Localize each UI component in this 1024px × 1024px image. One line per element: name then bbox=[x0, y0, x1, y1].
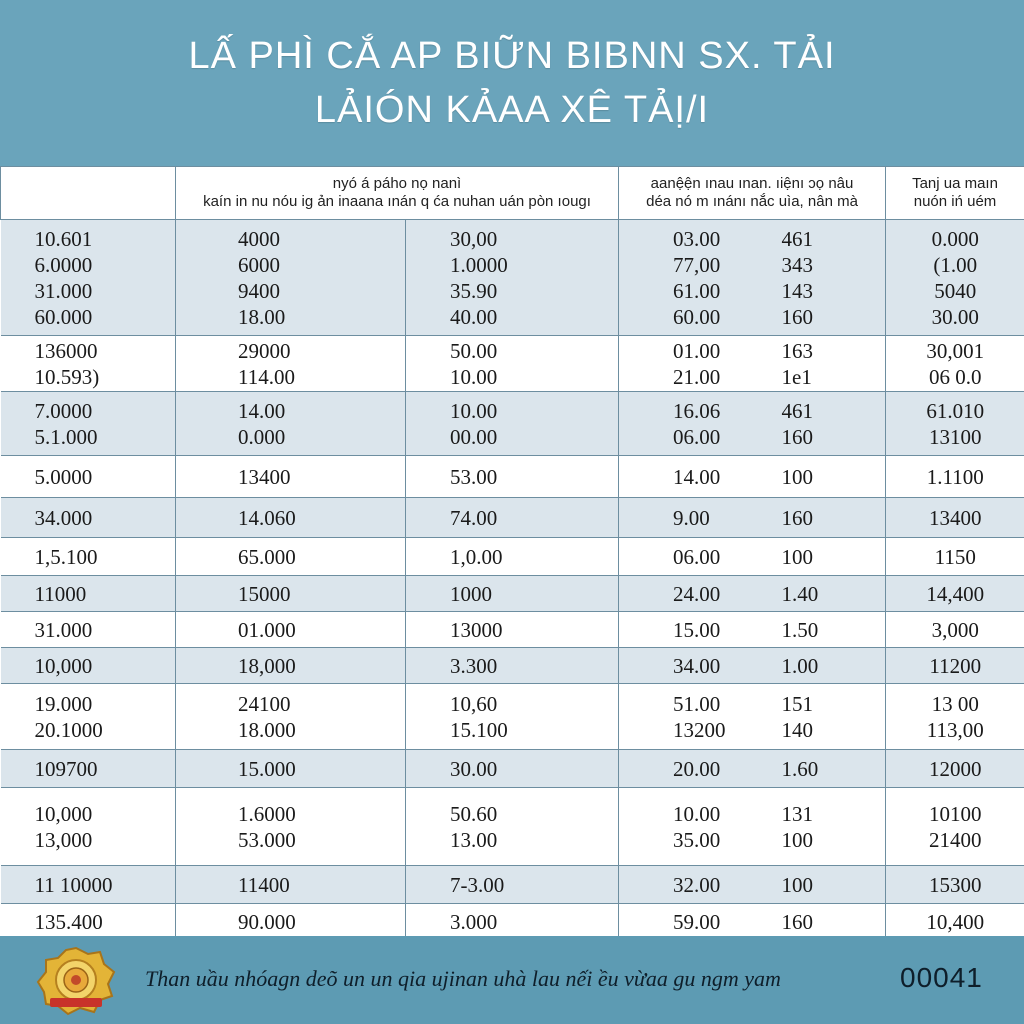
table-row bbox=[1, 866, 1024, 904]
table-cell-c3 bbox=[406, 648, 619, 684]
cell-value: 40.00 bbox=[450, 304, 498, 329]
table-cell-c6 bbox=[886, 498, 1024, 538]
cell-value: 32.00 bbox=[673, 872, 721, 897]
table-cell-c2 bbox=[176, 788, 406, 866]
cell-value: 14,400 bbox=[926, 581, 985, 606]
cell-value: 0.000 bbox=[238, 424, 286, 449]
cell-value: 10,000 bbox=[34, 653, 93, 678]
table-cell-c2 bbox=[176, 220, 406, 336]
table-cell-c2 bbox=[176, 336, 406, 392]
cell-value: 13100 bbox=[929, 424, 982, 449]
table-cell-c4 bbox=[619, 750, 774, 788]
cell-value: 21400 bbox=[929, 827, 982, 852]
table-cell-c2 bbox=[176, 648, 406, 684]
cell-value: 06 0.0 bbox=[929, 364, 982, 389]
table-cell-c5 bbox=[774, 866, 886, 904]
table-cell-c1 bbox=[1, 392, 176, 456]
cell-value: 13,000 bbox=[34, 827, 93, 852]
page-title: LẤ PHÌ CẮ AP BIỮN BIBNN SX. TẢI bbox=[188, 35, 836, 77]
table-cell-c2 bbox=[176, 498, 406, 538]
cell-value: 13200 bbox=[673, 717, 726, 742]
table-cell-c6 bbox=[886, 750, 1024, 788]
table-row bbox=[1, 750, 1024, 788]
cell-value: 24.00 bbox=[673, 581, 721, 606]
table-row bbox=[1, 648, 1024, 684]
cell-value: 74.00 bbox=[450, 505, 498, 530]
table-cell-c6 bbox=[886, 866, 1024, 904]
cell-value: 06.00 bbox=[673, 424, 721, 449]
table-row bbox=[1, 576, 1024, 612]
table-cell-c1 bbox=[1, 220, 176, 336]
cell-value: 20.00 bbox=[673, 756, 721, 781]
cell-value: 10,60 bbox=[450, 691, 498, 716]
column-header-3-sublabel: déa nó m ınánı nắc uìa, nân mà bbox=[646, 193, 858, 210]
table-cell-c2 bbox=[176, 684, 406, 750]
table-cell-c4 bbox=[619, 684, 774, 750]
table-cell-c2 bbox=[176, 392, 406, 456]
cell-value: 10100 bbox=[929, 801, 982, 826]
table-cell-c1 bbox=[1, 576, 176, 612]
table-cell-c6 bbox=[886, 612, 1024, 648]
table-cell-c2 bbox=[176, 612, 406, 648]
table-cell-c4 bbox=[619, 456, 774, 498]
cell-value: 90.000 bbox=[238, 909, 296, 934]
table-cell-c5 bbox=[774, 904, 886, 940]
cell-value: 136000 bbox=[34, 338, 98, 363]
cell-value: 60.000 bbox=[34, 304, 93, 329]
fee-table-container bbox=[0, 166, 1024, 936]
table-row bbox=[1, 612, 1024, 648]
cell-value: 100 bbox=[781, 544, 814, 569]
cell-value: 1e1 bbox=[781, 364, 812, 389]
cell-value: 6000 bbox=[238, 252, 280, 277]
cell-value: 160 bbox=[781, 505, 814, 530]
cell-value: 30,001 bbox=[926, 338, 985, 363]
table-cell-c3 bbox=[406, 576, 619, 612]
column-header-2-sublabel: kaín in nu nóu ig ản inaana ınán q ća nuhan uán pòn ıougı bbox=[203, 193, 591, 210]
cell-value: 1.60 bbox=[781, 756, 819, 781]
cell-value: 13400 bbox=[238, 464, 291, 489]
cell-value: 60.00 bbox=[673, 304, 721, 329]
cell-value: 13000 bbox=[450, 617, 503, 642]
cell-value: 6.0000 bbox=[34, 252, 93, 277]
cell-value: 18,000 bbox=[238, 653, 296, 678]
cell-value: 14.060 bbox=[238, 505, 296, 530]
table-row bbox=[1, 220, 1024, 336]
table-row bbox=[1, 456, 1024, 498]
cell-value: 34.000 bbox=[34, 505, 93, 530]
table-cell-c6 bbox=[886, 576, 1024, 612]
column-header-2 bbox=[176, 167, 619, 220]
cell-value: 77,00 bbox=[673, 252, 721, 277]
table-cell-c5 bbox=[774, 788, 886, 866]
fee-table bbox=[0, 166, 1024, 940]
table-cell-c4 bbox=[619, 612, 774, 648]
table-cell-c5 bbox=[774, 648, 886, 684]
cell-value: 53.000 bbox=[238, 827, 296, 852]
table-cell-c4 bbox=[619, 904, 774, 940]
table-cell-c1 bbox=[1, 498, 176, 538]
cell-value: 163 bbox=[781, 338, 814, 363]
cell-value: 135.400 bbox=[34, 909, 103, 934]
table-cell-c4 bbox=[619, 576, 774, 612]
cell-value: 1.00 bbox=[781, 653, 819, 678]
table-cell-c4 bbox=[619, 538, 774, 576]
cell-value: 15.00 bbox=[673, 617, 721, 642]
cell-value: 11400 bbox=[238, 872, 290, 897]
column-header-3 bbox=[619, 167, 886, 220]
cell-value: 10.00 bbox=[450, 364, 498, 389]
table-cell-c1 bbox=[1, 456, 176, 498]
cell-value: 13 00 bbox=[931, 691, 979, 716]
cell-value: 18.000 bbox=[238, 717, 296, 742]
table-cell-c4 bbox=[619, 392, 774, 456]
table-cell-c2 bbox=[176, 750, 406, 788]
cell-value: 151 bbox=[781, 691, 814, 716]
table-cell-c1 bbox=[1, 538, 176, 576]
cell-value: 59.00 bbox=[673, 909, 721, 934]
table-cell-c1 bbox=[1, 904, 176, 940]
table-cell-c3 bbox=[406, 750, 619, 788]
cell-value: 18.00 bbox=[238, 304, 286, 329]
table-cell-c5 bbox=[774, 576, 886, 612]
cell-value: 100 bbox=[781, 827, 814, 852]
cell-value: 14.00 bbox=[673, 464, 721, 489]
table-header bbox=[1, 167, 1024, 220]
cell-value: 35.00 bbox=[673, 827, 721, 852]
cell-value: 160 bbox=[781, 909, 814, 934]
table-cell-c3 bbox=[406, 866, 619, 904]
cell-value: 16.06 bbox=[673, 398, 721, 423]
table-cell-c6 bbox=[886, 456, 1024, 498]
header-banner bbox=[0, 0, 1024, 166]
cell-value: 01.00 bbox=[673, 338, 721, 363]
cell-value: 1.40 bbox=[781, 581, 819, 606]
cell-value: 31.000 bbox=[34, 617, 93, 642]
cell-value: 50.60 bbox=[450, 801, 498, 826]
table-cell-c5 bbox=[774, 220, 886, 336]
cell-value: 1.1100 bbox=[926, 464, 984, 489]
cell-value: 61.010 bbox=[926, 398, 985, 423]
table-cell-c1 bbox=[1, 648, 176, 684]
cell-value: 34.00 bbox=[673, 653, 721, 678]
table-cell-c2 bbox=[176, 904, 406, 940]
cell-value: 30.00 bbox=[931, 304, 979, 329]
table-cell-c5 bbox=[774, 456, 886, 498]
cell-value: 00.00 bbox=[450, 424, 498, 449]
table-row bbox=[1, 904, 1024, 940]
table-cell-c3 bbox=[406, 538, 619, 576]
cell-value: 100 bbox=[781, 464, 814, 489]
cell-value: 65.000 bbox=[238, 544, 296, 569]
table-row bbox=[1, 392, 1024, 456]
cell-value: 160 bbox=[781, 304, 814, 329]
table-cell-c4 bbox=[619, 788, 774, 866]
cell-value: 10.601 bbox=[34, 226, 93, 251]
table-cell-c6 bbox=[886, 648, 1024, 684]
table-cell-c3 bbox=[406, 456, 619, 498]
cell-value: 10.00 bbox=[673, 801, 721, 826]
cell-value: 29000 bbox=[238, 338, 291, 363]
cell-value: 343 bbox=[781, 252, 814, 277]
cell-value: 160 bbox=[781, 424, 814, 449]
cell-value: 4000 bbox=[238, 226, 280, 251]
table-cell-c6 bbox=[886, 538, 1024, 576]
cell-value: 51.00 bbox=[673, 691, 721, 716]
table-cell-c3 bbox=[406, 684, 619, 750]
cell-value: 10,000 bbox=[34, 801, 93, 826]
cell-value: 10.593) bbox=[34, 364, 100, 389]
cell-value: 19.000 bbox=[34, 691, 93, 716]
cell-value: 140 bbox=[781, 717, 814, 742]
table-cell-c3 bbox=[406, 904, 619, 940]
cell-value: 13400 bbox=[929, 505, 982, 530]
cell-value: 3,000 bbox=[931, 617, 979, 642]
column-header-4-sublabel: nuón iń uém bbox=[913, 193, 997, 210]
table-cell-c4 bbox=[619, 498, 774, 538]
table-cell-c4 bbox=[619, 866, 774, 904]
table-row bbox=[1, 788, 1024, 866]
cell-value: 143 bbox=[781, 278, 814, 303]
column-header-4 bbox=[886, 167, 1024, 220]
cell-value: 3.000 bbox=[450, 909, 498, 934]
cell-value: 1.0000 bbox=[450, 252, 508, 277]
cell-value: 1000 bbox=[450, 581, 492, 606]
footer-code: 00041 bbox=[900, 962, 983, 993]
footer-bar bbox=[0, 936, 1024, 1024]
table-cell-c6 bbox=[886, 392, 1024, 456]
table-body bbox=[1, 220, 1024, 940]
cell-value: 01.000 bbox=[238, 617, 296, 642]
table-cell-c5 bbox=[774, 336, 886, 392]
cell-value: 5.1.000 bbox=[34, 424, 98, 449]
table-cell-c3 bbox=[406, 392, 619, 456]
cell-value: 53.00 bbox=[450, 464, 498, 489]
cell-value: 1.50 bbox=[781, 617, 819, 642]
table-cell-c6 bbox=[886, 336, 1024, 392]
footer-note: Than uầu nhóagn deõ un un qia ujinan uhà lau nếi ều vừaa gu ngm уam bbox=[145, 966, 781, 991]
cell-value: 100 bbox=[781, 872, 814, 897]
table-cell-c5 bbox=[774, 750, 886, 788]
cell-value: 461 bbox=[781, 398, 814, 423]
column-header-4-label: Tanj ua maın bbox=[912, 175, 998, 192]
cell-value: 9400 bbox=[238, 278, 280, 303]
table-cell-c6 bbox=[886, 904, 1024, 940]
cell-value: 7-3.00 bbox=[450, 872, 505, 897]
cell-value: 9.00 bbox=[673, 505, 710, 530]
cell-value: 114.00 bbox=[238, 364, 295, 389]
cell-value: 15.000 bbox=[238, 756, 296, 781]
cell-value: 7.0000 bbox=[34, 398, 93, 423]
table-cell-c5 bbox=[774, 538, 886, 576]
table-cell-c5 bbox=[774, 684, 886, 750]
cell-value: 10,400 bbox=[926, 909, 985, 934]
page-subtitle: LẢIÓN KẢAA XÊ TẢỊ/I bbox=[314, 89, 710, 131]
table-cell-c1 bbox=[1, 684, 176, 750]
cell-value: 131 bbox=[781, 801, 814, 826]
cell-value: 21.00 bbox=[673, 364, 721, 389]
column-header-2-label: nуó á páho nọ nanì bbox=[332, 175, 462, 192]
cell-value: 1,0.00 bbox=[450, 544, 503, 569]
table-cell-c3 bbox=[406, 498, 619, 538]
table-cell-c1 bbox=[1, 866, 176, 904]
cell-value: 30,00 bbox=[450, 226, 498, 251]
table-cell-c6 bbox=[886, 684, 1024, 750]
column-header-3-label: aanệện ınau ınan. ıiệnı ɔọ nâu bbox=[650, 175, 854, 192]
cell-value: 15000 bbox=[238, 581, 291, 606]
table-cell-c6 bbox=[886, 788, 1024, 866]
table-cell-c5 bbox=[774, 392, 886, 456]
cell-value: 50.00 bbox=[450, 338, 498, 363]
cell-value: 5.0000 bbox=[34, 464, 93, 489]
table-cell-c2 bbox=[176, 456, 406, 498]
cell-value: 11200 bbox=[929, 653, 982, 678]
cell-value: 10.00 bbox=[450, 398, 498, 423]
cell-value: 1150 bbox=[934, 544, 976, 569]
cell-value: 11 10000 bbox=[34, 872, 113, 897]
column-header-1 bbox=[1, 167, 176, 220]
table-cell-c1 bbox=[1, 750, 176, 788]
table-cell-c3 bbox=[406, 220, 619, 336]
table-row bbox=[1, 498, 1024, 538]
table-cell-c5 bbox=[774, 498, 886, 538]
cell-value: 30.00 bbox=[450, 756, 498, 781]
cell-value: 461 bbox=[781, 226, 814, 251]
table-cell-c4 bbox=[619, 220, 774, 336]
cell-value: 31.000 bbox=[34, 278, 93, 303]
table-cell-c3 bbox=[406, 612, 619, 648]
cell-value: 1,5.100 bbox=[34, 544, 98, 569]
table-cell-c3 bbox=[406, 788, 619, 866]
table-cell-c6 bbox=[886, 220, 1024, 336]
table-cell-c1 bbox=[1, 336, 176, 392]
table-cell-c2 bbox=[176, 866, 406, 904]
cell-value: 20.1000 bbox=[34, 717, 103, 742]
cell-value: 03.00 bbox=[673, 226, 721, 251]
table-row bbox=[1, 538, 1024, 576]
cell-value: 15300 bbox=[929, 872, 982, 897]
table-cell-c2 bbox=[176, 538, 406, 576]
cell-value: 3.300 bbox=[450, 653, 498, 678]
cell-value: (1.00 bbox=[933, 252, 978, 277]
cell-value: 1.6000 bbox=[238, 801, 296, 826]
cell-value: 15.100 bbox=[450, 717, 508, 742]
table-cell-c1 bbox=[1, 788, 176, 866]
cell-value: 35.90 bbox=[450, 278, 498, 303]
cell-value: 61.00 bbox=[673, 278, 721, 303]
cell-value: 109700 bbox=[34, 756, 98, 781]
cell-value: 24100 bbox=[238, 691, 291, 716]
cell-value: 5040 bbox=[934, 278, 977, 303]
cell-value: 12000 bbox=[929, 756, 982, 781]
cell-value: 0.000 bbox=[931, 226, 979, 251]
table-cell-c2 bbox=[176, 576, 406, 612]
cell-value: 06.00 bbox=[673, 544, 721, 569]
table-row bbox=[1, 336, 1024, 392]
table-cell-c4 bbox=[619, 648, 774, 684]
table-cell-c1 bbox=[1, 612, 176, 648]
table-cell-c5 bbox=[774, 612, 886, 648]
cell-value: 14.00 bbox=[238, 398, 286, 423]
table-cell-c3 bbox=[406, 336, 619, 392]
table-row bbox=[1, 684, 1024, 750]
cell-value: 11000 bbox=[34, 581, 87, 606]
cell-value: 113,00 bbox=[926, 717, 984, 742]
cell-value: 13.00 bbox=[450, 827, 498, 852]
table-cell-c4 bbox=[619, 336, 774, 392]
emblem-seal-icon bbox=[36, 946, 116, 1016]
